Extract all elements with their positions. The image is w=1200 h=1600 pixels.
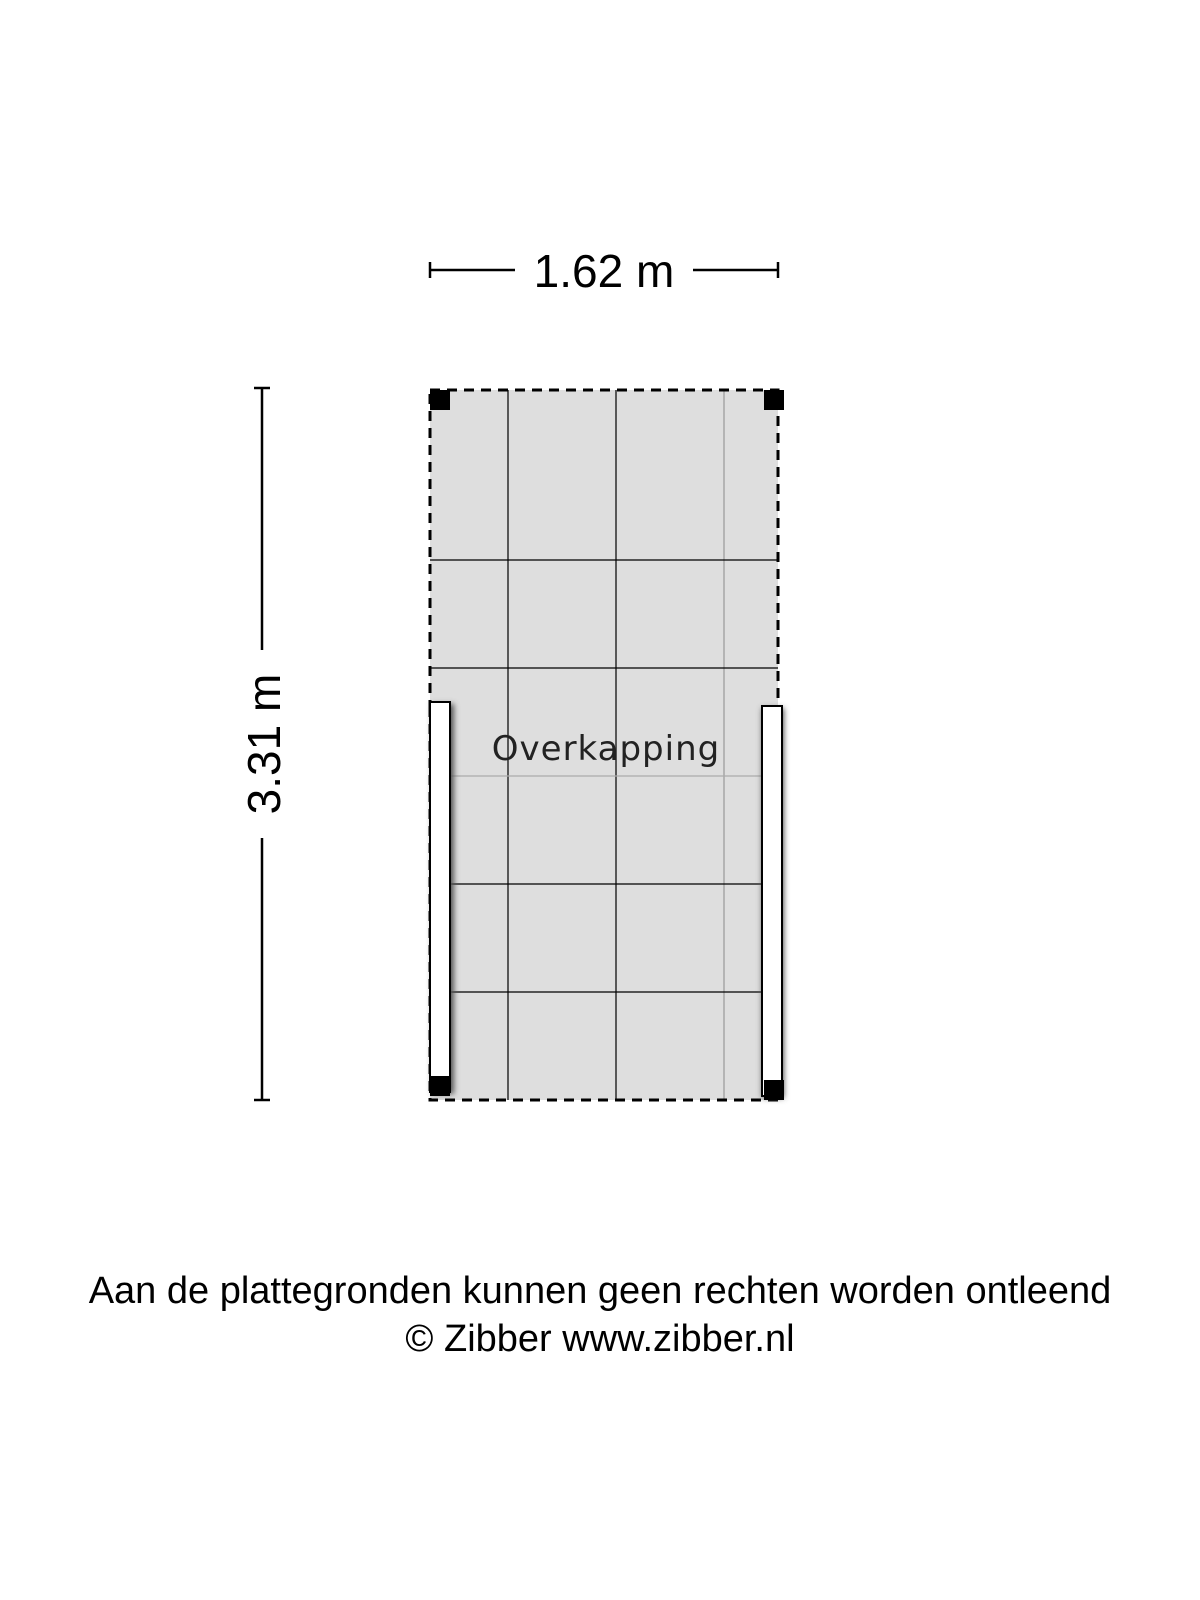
room-overkapping [430,390,784,1100]
post-top-right [764,390,784,410]
room-label: Overkapping [491,729,721,769]
post-top-left [430,390,450,410]
width-dimension [430,245,778,297]
post-bottom-left [430,1076,450,1096]
height-dimension-label: 3.31 m [238,673,290,815]
width-dimension-label: 1.62 m [533,245,675,297]
left-wall [430,702,450,1092]
right-wall [762,706,782,1096]
post-bottom-right [764,1080,784,1100]
copyright-text: © Zibber www.zibber.nl [405,1318,795,1360]
height-dimension [238,388,290,1100]
disclaimer-text: Aan de plattegronden kunnen geen rechten worden ontleend [88,1270,1112,1312]
